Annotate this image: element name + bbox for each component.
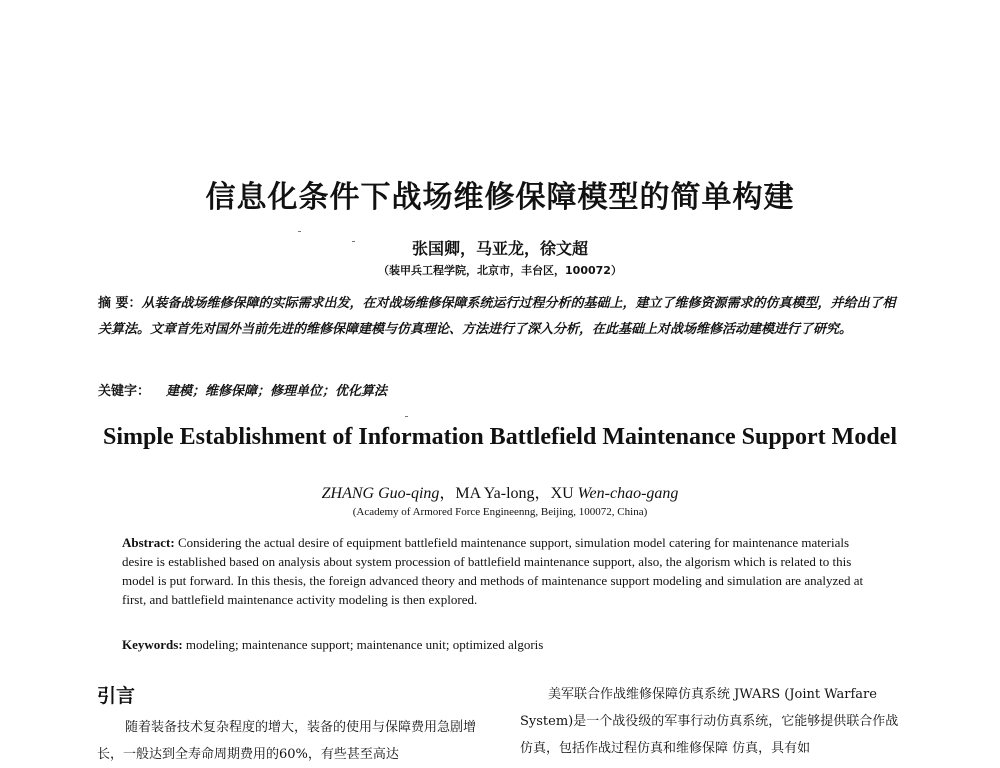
chinese-keywords-label: 关键字： [98, 384, 151, 399]
chinese-abstract-label: 摘 要： [98, 296, 142, 311]
right-column-body: 美军联合作战维修保障仿真系统 JWARS (Joint Warfare System)是一个战役级的军事行动仿真系统，它能够提供联合作战仿真，包括作战过程仿真和维修保障 仿真，具有如 [520, 687, 899, 756]
chinese-affiliation: （装甲兵工程学院，北京市，丰台区，100072） [378, 264, 622, 277]
author-separator: ， [439, 485, 456, 502]
english-abstract [122, 533, 882, 609]
author-2: MA Ya-long [455, 485, 535, 502]
english-keywords-label: Keywords: [122, 637, 183, 652]
chinese-abstract-text: 从装备战场维修保障的实际需求出发，在对战场维修保障系统运行过程分析的基础上，建立了维修资源需求的仿真模型，并给出了相关算法。文章首先对国外当前先进的维修保障建模与仿真理论、方法进行了深入分析，在此基础上对战场维修活动建模进行了研究。 [98, 296, 896, 337]
english-abstract-text: Considering the actual desire of equipment battlefield maintenance support, simulation model catering for maintenance materials desire is established based on analysis about system procession of battlefield maintenance support, also, the algorism which is related to this model is put forward. In this thesis, the foreign advanced theory and methods of maintenance support modeling and simulation are analyzed at first, and battlefield maintenance activity modeling is then explored. [122, 535, 864, 607]
english-title: Simple Establishment of Information Battlefield Maintenance Support Model [102, 424, 897, 450]
author-1: ZHANG Guo-qing [321, 485, 440, 502]
section-heading-introduction: 引言 [97, 685, 136, 707]
author-separator: ， [534, 485, 551, 502]
english-authors [0, 480, 1000, 503]
author-3-surname: XU [550, 485, 574, 502]
chinese-title: 信息化条件下战场维修保障模型的简单构建 [205, 180, 795, 215]
english-keywords-text: modeling; maintenance support; maintenance unit; optimized algoris [185, 637, 544, 652]
english-keywords [122, 637, 882, 653]
english-affiliation: (Academy of Armored Force Engineenng, Beijing, 100072, China) [352, 506, 648, 518]
chinese-authors: 张国卿，马亚龙，徐文超 [411, 239, 588, 258]
chinese-abstract [98, 291, 898, 343]
chinese-keywords-text: 建模；维修保障；修理单位；优化算法 [166, 384, 388, 399]
left-column-body: 随着装备技术复杂程度的增大，装备的使用与保障费用急剧增长，一般达到全寿命周期费用的60%，有些甚至高达 [97, 720, 477, 762]
chinese-keywords [98, 380, 898, 399]
english-abstract-label: Abstract: [122, 535, 175, 550]
author-3-given: Wen-chao-gang [577, 485, 679, 502]
scan-speck [405, 416, 408, 417]
scan-speck [298, 231, 301, 232]
